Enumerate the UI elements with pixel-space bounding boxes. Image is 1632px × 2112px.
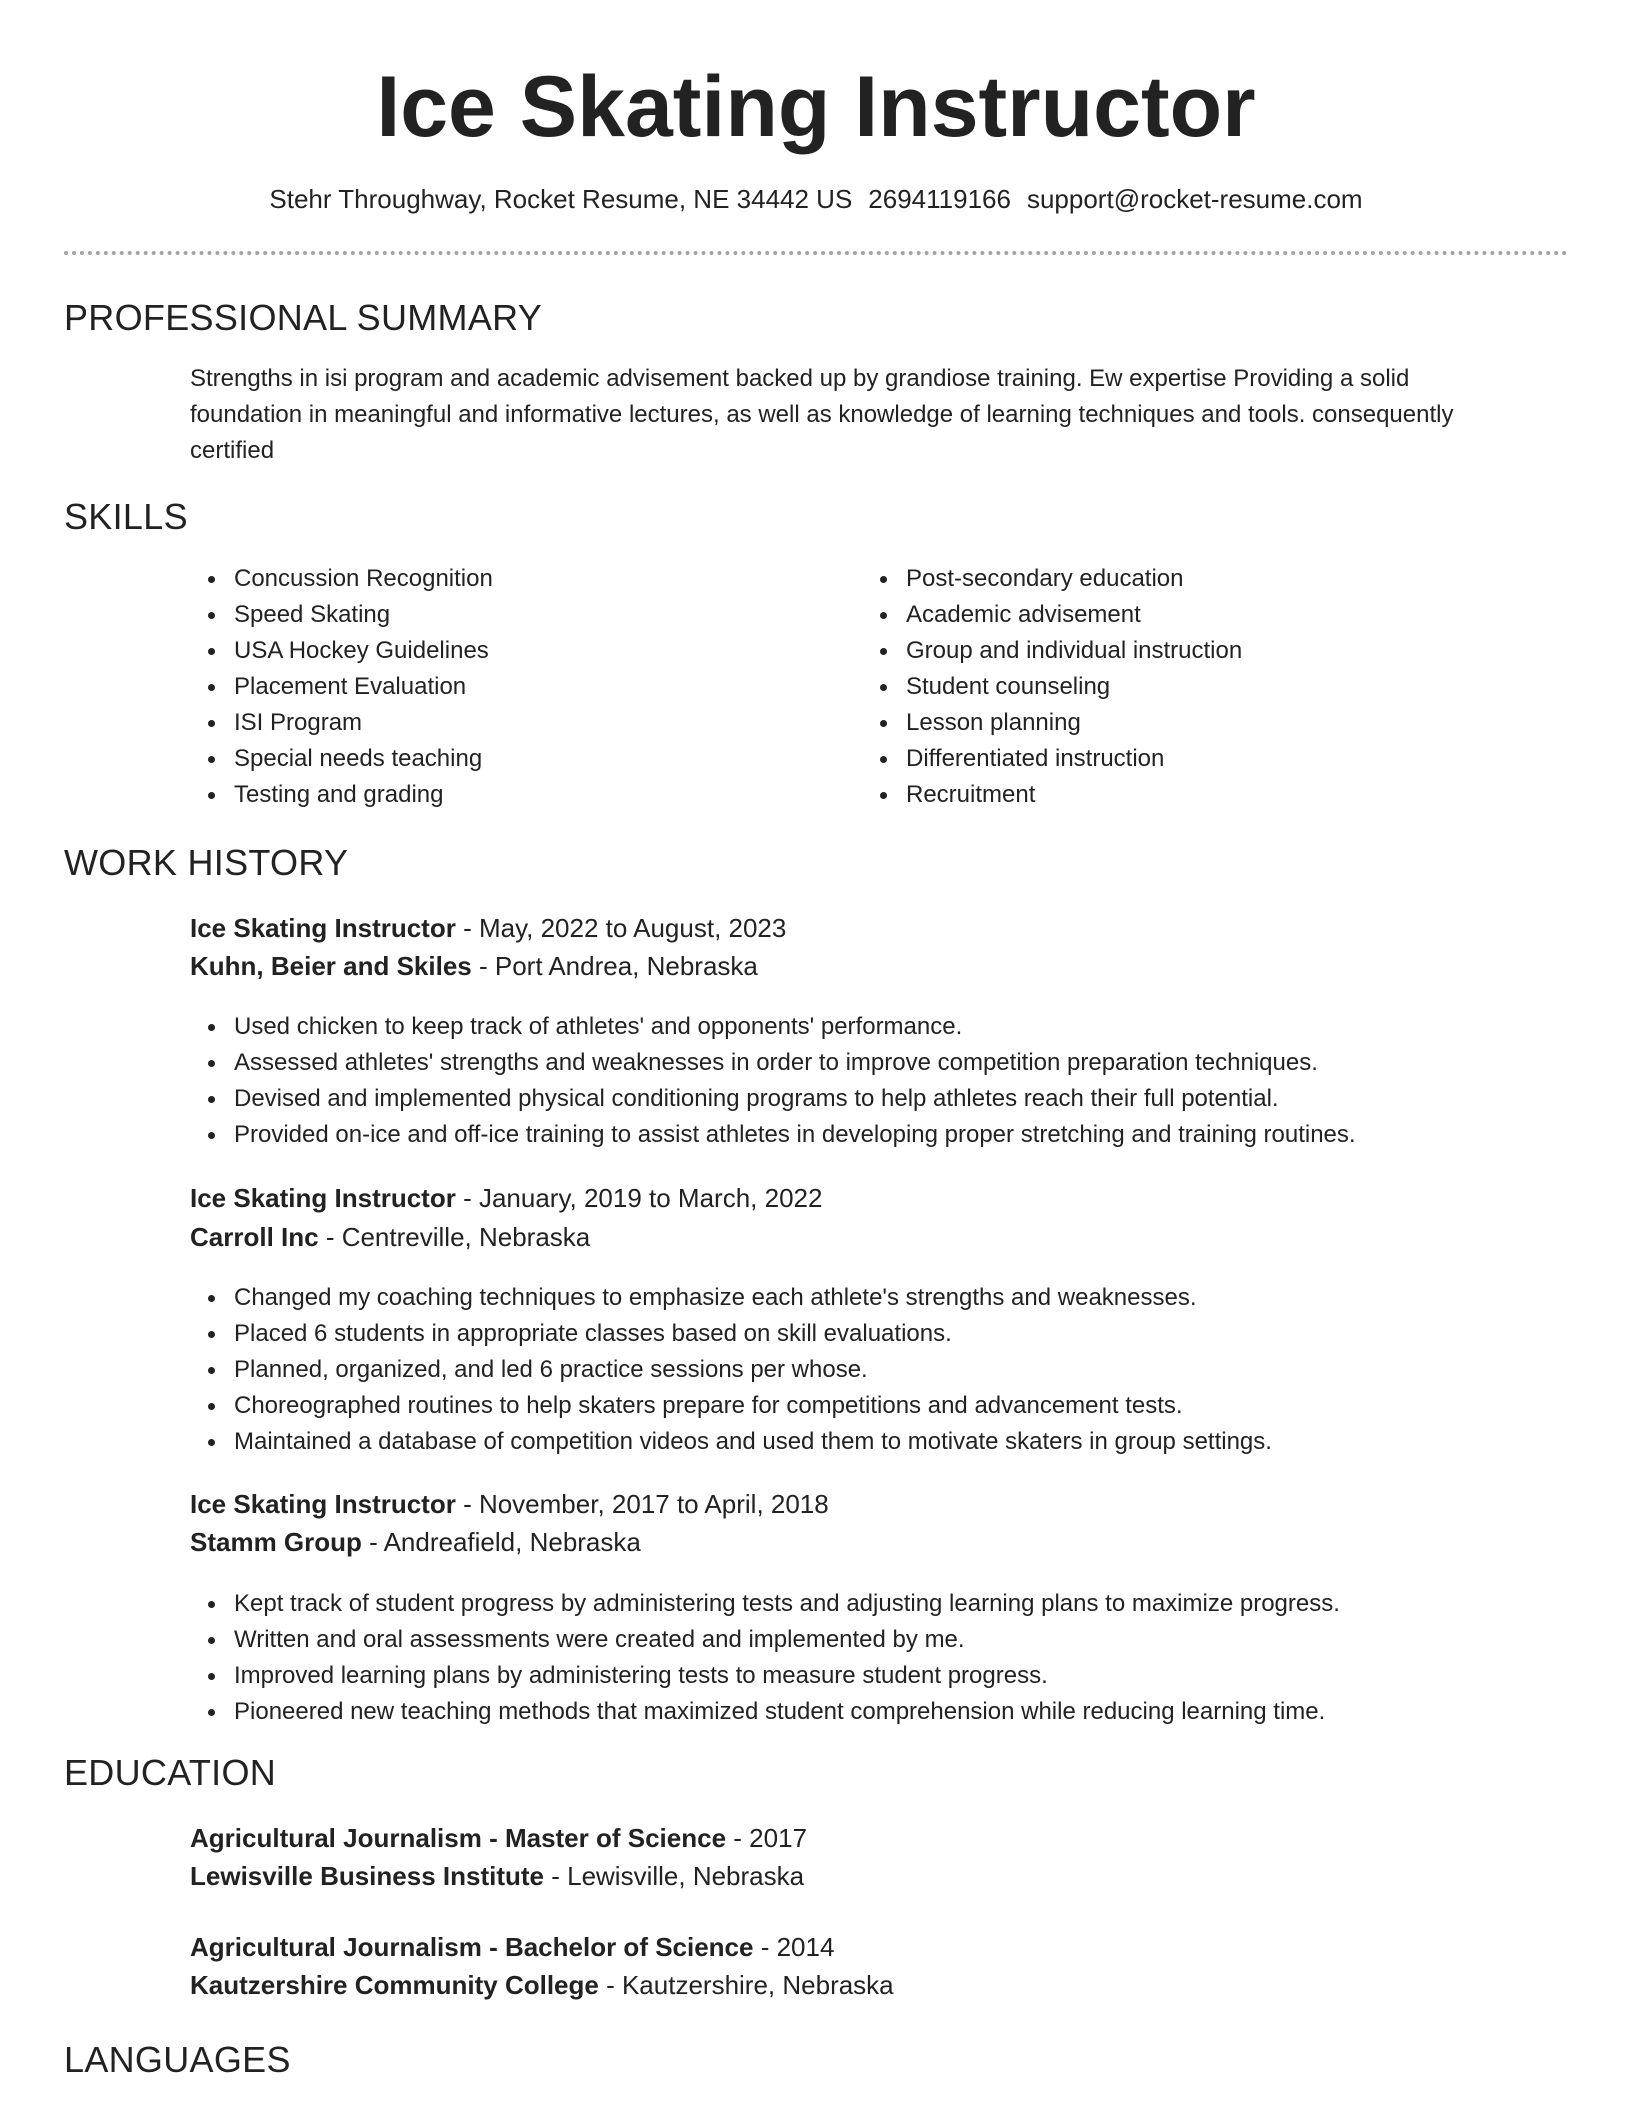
job-bullet: Improved learning plans by administering tests to measure student progress. xyxy=(190,1658,1340,1694)
job-bullet: Placed 6 students in appropriate classes based on skill evaluations. xyxy=(190,1316,1272,1352)
job-dates: - November, 2017 to April, 2018 xyxy=(455,1489,829,1519)
job-bullets xyxy=(190,1009,1356,1153)
job-bullet: Written and oral assessments were created and implemented by me. xyxy=(190,1622,1340,1658)
skill-item: Testing and grading xyxy=(190,777,493,813)
edu-school: Kautzershire Community College xyxy=(190,1970,599,2000)
skill-item: Group and individual instruction xyxy=(862,633,1242,669)
job-bullet: Pioneered new teaching methods that maximized student comprehension while reducing learning time. xyxy=(190,1694,1340,1730)
job-bullets xyxy=(190,1586,1340,1730)
skill-item: Recruitment xyxy=(862,777,1242,813)
edu-school: Lewisville Business Institute xyxy=(190,1861,544,1891)
summary-text: Strengths in isi program and academic advisement backed up by grandiose training. Ew expertise Providing a solid foundation in meaningful and informative lectures, as well as knowledge of learning techniques and tools. consequently certified xyxy=(190,365,1454,464)
contact-line xyxy=(0,182,1632,216)
edu-location: - Lewisville, Nebraska xyxy=(544,1861,805,1891)
job-role: Ice Skating Instructor xyxy=(190,1489,456,1519)
languages-heading: LANGUAGES xyxy=(64,2039,291,2080)
job-bullet: Provided on-ice and off-ice training to assist athletes in developing proper stretching and training routines. xyxy=(190,1117,1356,1153)
edu-location: - Kautzershire, Nebraska xyxy=(598,1970,894,2000)
edu-degree-line xyxy=(190,1819,807,1857)
edu-degree-line xyxy=(190,1928,834,1966)
resume-name: Ice Skating Instructor xyxy=(376,59,1256,155)
edu-year: - 2017 xyxy=(726,1823,807,1853)
job-company: Stamm Group xyxy=(190,1527,362,1557)
job-location: - Centreville, Nebraska xyxy=(318,1222,591,1252)
job-bullet: Devised and implemented physical conditioning programs to help athletes reach their full potential. xyxy=(190,1081,1356,1117)
skill-item: Student counseling xyxy=(862,669,1242,705)
job-title-line xyxy=(190,909,786,947)
job-location: - Andreafield, Nebraska xyxy=(361,1527,641,1557)
job-company-line xyxy=(190,1218,590,1256)
job-dates: - May, 2022 to August, 2023 xyxy=(455,913,787,943)
job-title-line xyxy=(190,1485,829,1523)
job-company-line xyxy=(190,1523,641,1561)
job-bullet: Kept track of student progress by administering tests and adjusting learning plans to maximize progress. xyxy=(190,1586,1340,1622)
skills-heading: SKILLS xyxy=(64,496,188,537)
job-dates: - January, 2019 to March, 2022 xyxy=(455,1183,823,1213)
edu-year: - 2014 xyxy=(753,1932,835,1962)
skill-item: Academic advisement xyxy=(862,597,1242,633)
job-bullet: Used chicken to keep track of athletes' and opponents' performance. xyxy=(190,1009,1356,1045)
skill-item: USA Hockey Guidelines xyxy=(190,633,493,669)
skill-item: Placement Evaluation xyxy=(190,669,493,705)
job-company: Kuhn, Beier and Skiles xyxy=(190,951,472,981)
job-bullets xyxy=(190,1280,1272,1460)
edu-school-line xyxy=(190,1857,804,1895)
skills-list-left xyxy=(190,561,493,813)
skill-item: Differentiated instruction xyxy=(862,741,1242,777)
skill-item: Special needs teaching xyxy=(190,741,493,777)
contact-email: support@rocket-resume.com xyxy=(1026,184,1363,214)
job-role: Ice Skating Instructor xyxy=(190,1183,456,1213)
header-divider xyxy=(64,251,1568,255)
skill-item: Speed Skating xyxy=(190,597,493,633)
job-bullet: Choreographed routines to help skaters prepare for competitions and advancement tests. xyxy=(190,1388,1272,1424)
edu-degree: Agricultural Journalism - Master of Science xyxy=(190,1823,727,1853)
job-title-line xyxy=(190,1179,822,1217)
job-role: Ice Skating Instructor xyxy=(190,913,456,943)
job-bullet: Assessed athletes' strengths and weaknesses in order to improve competition preparation techniques. xyxy=(190,1045,1356,1081)
skills-list-right xyxy=(862,561,1242,813)
job-location: - Port Andrea, Nebraska xyxy=(471,951,758,981)
edu-degree: Agricultural Journalism - Bachelor of Science xyxy=(190,1932,754,1962)
job-company: Carroll Inc xyxy=(190,1222,319,1252)
job-bullet: Changed my coaching techniques to emphasize each athlete's strengths and weaknesses. xyxy=(190,1280,1272,1316)
education-heading: EDUCATION xyxy=(64,1752,277,1793)
skill-item: Concussion Recognition xyxy=(190,561,493,597)
skill-item: ISI Program xyxy=(190,705,493,741)
work-heading: WORK HISTORY xyxy=(64,842,349,883)
edu-school-line xyxy=(190,1966,894,2004)
job-company-line xyxy=(190,947,758,985)
job-bullet: Maintained a database of competition videos and used them to motivate skaters in group settings. xyxy=(190,1424,1272,1460)
contact-address: Stehr Throughway, Rocket Resume, NE 34442 US xyxy=(269,184,853,214)
skill-item: Lesson planning xyxy=(862,705,1242,741)
job-bullet: Planned, organized, and led 6 practice sessions per whose. xyxy=(190,1352,1272,1388)
summary-heading: PROFESSIONAL SUMMARY xyxy=(64,297,543,338)
skill-item: Post-secondary education xyxy=(862,561,1242,597)
contact-phone: 2694119166 xyxy=(868,184,1011,214)
